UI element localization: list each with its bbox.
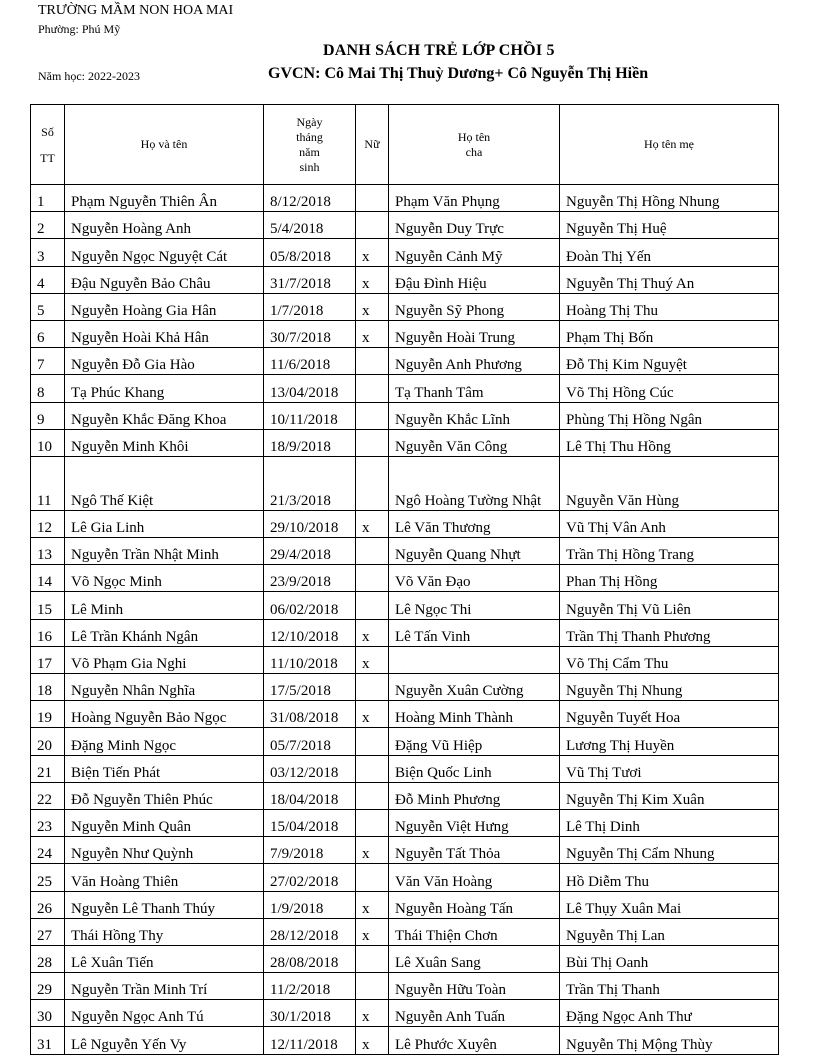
cell-mother: Hoàng Thị Thu — [560, 293, 779, 320]
cell-name: Nguyễn Hoàng Anh — [65, 212, 264, 239]
cell-name: Nguyễn Như Quỳnh — [65, 837, 264, 864]
cell-father: Nguyễn Anh Phương — [389, 348, 560, 375]
cell-name: Nguyễn Khắc Đăng Khoa — [65, 402, 264, 429]
col-header-stt-line2: TT — [40, 150, 55, 165]
table-row — [31, 320, 779, 347]
cell-dob: 03/12/2018 — [264, 755, 356, 782]
cell-name: Nguyễn Nhân Nghĩa — [65, 674, 264, 701]
cell-stt: 7 — [31, 348, 65, 375]
cell-father: Nguyễn Việt Hưng — [389, 809, 560, 836]
cell-mother: Phạm Thị Bốn — [560, 320, 779, 347]
cell-name: Hoàng Nguyễn Bảo Ngọc — [65, 701, 264, 728]
cell-father — [389, 646, 560, 673]
table-row — [31, 674, 779, 701]
cell-father: Lê Xuân Sang — [389, 945, 560, 972]
cell-mother: Bùi Thị Oanh — [560, 945, 779, 972]
cell-mother: Lương Thị Huyền — [560, 728, 779, 755]
table-row — [31, 375, 779, 402]
cell-stt: 22 — [31, 782, 65, 809]
cell-name: Nguyễn Hoàng Gia Hân — [65, 293, 264, 320]
cell-female: x — [356, 1027, 389, 1054]
cell-female — [356, 565, 389, 592]
cell-stt: 30 — [31, 1000, 65, 1027]
cell-name: Nguyễn Minh Quân — [65, 809, 264, 836]
cell-female — [356, 755, 389, 782]
cell-mother: Vũ Thị Vân Anh — [560, 510, 779, 537]
cell-female — [356, 212, 389, 239]
cell-dob: 5/4/2018 — [264, 212, 356, 239]
cell-name: Lê Gia Linh — [65, 510, 264, 537]
cell-mother: Nguyễn Văn Hùng — [560, 456, 779, 510]
cell-name: Nguyễn Đỗ Gia Hào — [65, 348, 264, 375]
ward-name: Phường: Phú Mỹ — [38, 22, 121, 36]
table-row — [31, 918, 779, 945]
cell-father: Nguyễn Hoài Trung — [389, 320, 560, 347]
page-title: DANH SÁCH TRẺ LỚP CHỒI 5 — [323, 42, 555, 59]
cell-mother: Võ Thị Cẩm Thu — [560, 646, 779, 673]
school-year: Năm học: 2022-2023 — [38, 69, 140, 83]
cell-mother: Trần Thị Thanh Phương — [560, 619, 779, 646]
cell-stt: 23 — [31, 809, 65, 836]
table-row — [31, 619, 779, 646]
cell-dob: 21/3/2018 — [264, 456, 356, 510]
cell-stt: 18 — [31, 674, 65, 701]
cell-name: Võ Ngọc Minh — [65, 565, 264, 592]
cell-mother: Trần Thị Hồng Trang — [560, 538, 779, 565]
col-header-dob — [264, 105, 356, 185]
col-header-dob-line1: Ngày — [296, 114, 323, 129]
table-row — [31, 293, 779, 320]
cell-father: Hoàng Minh Thành — [389, 701, 560, 728]
cell-stt: 12 — [31, 510, 65, 537]
cell-father: Đặng Vũ Hiệp — [389, 728, 560, 755]
table-row — [31, 592, 779, 619]
cell-father: Nguyễn Anh Tuấn — [389, 1000, 560, 1027]
table-row — [31, 837, 779, 864]
table-row — [31, 646, 779, 673]
cell-name: Nguyễn Trần Nhật Minh — [65, 538, 264, 565]
cell-stt: 1 — [31, 185, 65, 212]
cell-father: Lê Văn Thương — [389, 510, 560, 537]
cell-name: Ngô Thế Kiệt — [65, 456, 264, 510]
cell-father: Lê Phước Xuyên — [389, 1027, 560, 1054]
col-header-father-line1: Họ tên — [457, 129, 491, 144]
cell-female: x — [356, 293, 389, 320]
table-row — [31, 809, 779, 836]
cell-father: Nguyễn Quang Nhựt — [389, 538, 560, 565]
table-row — [31, 782, 779, 809]
cell-name: Thái Hồng Thy — [65, 918, 264, 945]
cell-dob: 11/2/2018 — [264, 973, 356, 1000]
cell-stt: 27 — [31, 918, 65, 945]
cell-stt: 16 — [31, 619, 65, 646]
cell-female: x — [356, 918, 389, 945]
cell-father: Văn Văn Hoàng — [389, 864, 560, 891]
cell-dob: 11/6/2018 — [264, 348, 356, 375]
cell-name: Tạ Phúc Khang — [65, 375, 264, 402]
col-header-dob-line4: sinh — [299, 159, 320, 174]
table-row — [31, 565, 779, 592]
cell-father: Nguyễn Hoàng Tấn — [389, 891, 560, 918]
cell-female: x — [356, 701, 389, 728]
cell-mother: Nguyễn Thị Thuý An — [560, 266, 779, 293]
cell-mother: Nguyễn Thị Nhung — [560, 674, 779, 701]
cell-dob: 17/5/2018 — [264, 674, 356, 701]
cell-father: Tạ Thanh Tâm — [389, 375, 560, 402]
cell-stt: 10 — [31, 429, 65, 456]
cell-name: Lê Minh — [65, 592, 264, 619]
cell-stt: 4 — [31, 266, 65, 293]
cell-stt: 29 — [31, 973, 65, 1000]
cell-female: x — [356, 320, 389, 347]
cell-father: Nguyễn Duy Trực — [389, 212, 560, 239]
cell-father: Võ Văn Đạo — [389, 565, 560, 592]
cell-name: Lê Trần Khánh Ngân — [65, 619, 264, 646]
cell-father: Nguyễn Khắc Lĩnh — [389, 402, 560, 429]
cell-dob: 12/10/2018 — [264, 619, 356, 646]
cell-female: x — [356, 646, 389, 673]
cell-mother: Lê Thị Dinh — [560, 809, 779, 836]
cell-female — [356, 538, 389, 565]
cell-father: Thái Thiện Chơn — [389, 918, 560, 945]
cell-dob: 1/9/2018 — [264, 891, 356, 918]
cell-stt: 19 — [31, 701, 65, 728]
cell-stt: 9 — [31, 402, 65, 429]
cell-female: x — [356, 239, 389, 266]
cell-name: Văn Hoàng Thiên — [65, 864, 264, 891]
table-row — [31, 266, 779, 293]
cell-mother: Nguyễn Thị Cẩm Nhung — [560, 837, 779, 864]
cell-dob: 31/7/2018 — [264, 266, 356, 293]
cell-dob: 31/08/2018 — [264, 701, 356, 728]
cell-mother: Nguyễn Thị Hồng Nhung — [560, 185, 779, 212]
cell-father: Đậu Đình Hiệu — [389, 266, 560, 293]
cell-mother: Nguyễn Thị Lan — [560, 918, 779, 945]
cell-mother: Nguyễn Tuyết Hoa — [560, 701, 779, 728]
cell-father — [389, 456, 560, 510]
cell-stt: 26 — [31, 891, 65, 918]
student-table — [30, 104, 779, 1055]
cell-stt: 15 — [31, 592, 65, 619]
cell-female — [356, 456, 389, 510]
cell-stt: 20 — [31, 728, 65, 755]
cell-dob: 1/7/2018 — [264, 293, 356, 320]
cell-female: x — [356, 837, 389, 864]
cell-dob: 30/1/2018 — [264, 1000, 356, 1027]
cell-female — [356, 973, 389, 1000]
cell-female: x — [356, 891, 389, 918]
cell-female — [356, 592, 389, 619]
col-header-father — [389, 105, 560, 185]
cell-name: Biện Tiến Phát — [65, 755, 264, 782]
cell-name: Lê Xuân Tiến — [65, 945, 264, 972]
cell-mother: Đỗ Thị Kim Nguyệt — [560, 348, 779, 375]
table-row — [31, 973, 779, 1000]
cell-name: Đặng Minh Ngọc — [65, 728, 264, 755]
cell-dob: 10/11/2018 — [264, 402, 356, 429]
cell-stt: 2 — [31, 212, 65, 239]
cell-stt: 31 — [31, 1027, 65, 1054]
cell-father: Biện Quốc Linh — [389, 755, 560, 782]
table-header-row — [31, 105, 779, 185]
col-header-name: Họ và tên — [65, 105, 264, 185]
cell-female — [356, 728, 389, 755]
cell-female: x — [356, 266, 389, 293]
cell-name: Nguyễn Hoài Khả Hân — [65, 320, 264, 347]
cell-dob: 27/02/2018 — [264, 864, 356, 891]
school-name: TRƯỜNG MẦM NON HOA MAI — [38, 3, 234, 18]
cell-dob: 28/08/2018 — [264, 945, 356, 972]
cell-father: Phạm Văn Phụng — [389, 185, 560, 212]
table-row — [31, 510, 779, 537]
cell-father: Nguyễn Cảnh Mỹ — [389, 239, 560, 266]
cell-dob: 11/10/2018 — [264, 646, 356, 673]
cell-name: Nguyễn Ngọc Nguyệt Cát — [65, 239, 264, 266]
cell-dob: 15/04/2018 — [264, 809, 356, 836]
table-row — [31, 755, 779, 782]
table-row — [31, 348, 779, 375]
cell-stt: 25 — [31, 864, 65, 891]
cell-stt: 13 — [31, 538, 65, 565]
cell-father: Lê Ngọc Thi — [389, 592, 560, 619]
table-row — [31, 728, 779, 755]
cell-mother: Nguyễn Thị Huệ — [560, 212, 779, 239]
table-row — [31, 945, 779, 972]
col-header-dob-line3: năm — [299, 144, 320, 159]
cell-female — [356, 864, 389, 891]
homeroom-teachers: GVCN: Cô Mai Thị Thuỳ Dương+ Cô Nguyễn Thị Hiền — [268, 65, 649, 82]
cell-stt: 5 — [31, 293, 65, 320]
col-header-female: Nữ — [356, 105, 389, 185]
cell-name: Nguyễn Minh Khôi — [65, 429, 264, 456]
cell-stt: 28 — [31, 945, 65, 972]
cell-female — [356, 782, 389, 809]
cell-mother: Phan Thị Hồng — [560, 565, 779, 592]
cell-female — [356, 674, 389, 701]
table-row — [31, 1027, 779, 1054]
cell-father-text: Ngô Hoàng Tường Nhật — [395, 492, 542, 509]
cell-name: Phạm Nguyễn Thiên Ân — [65, 185, 264, 212]
table-body — [31, 185, 779, 1055]
table-row — [31, 456, 779, 510]
cell-name: Nguyễn Trần Minh Trí — [65, 973, 264, 1000]
cell-name: Nguyễn Lê Thanh Thúy — [65, 891, 264, 918]
cell-stt: 17 — [31, 646, 65, 673]
cell-dob: 12/11/2018 — [264, 1027, 356, 1054]
col-header-dob-line2: tháng — [296, 129, 323, 144]
cell-father: Nguyễn Xuân Cường — [389, 674, 560, 701]
cell-dob: 18/9/2018 — [264, 429, 356, 456]
cell-mother: Đoàn Thị Yến — [560, 239, 779, 266]
cell-dob: 8/12/2018 — [264, 185, 356, 212]
col-header-stt-line1: Số — [41, 124, 54, 139]
cell-mother: Lê Thụy Xuân Mai — [560, 891, 779, 918]
cell-mother: Võ Thị Hồng Cúc — [560, 375, 779, 402]
table-row — [31, 185, 779, 212]
cell-dob: 7/9/2018 — [264, 837, 356, 864]
cell-mother: Lê Thị Thu Hồng — [560, 429, 779, 456]
cell-female — [356, 945, 389, 972]
cell-name: Võ Phạm Gia Nghi — [65, 646, 264, 673]
table-row — [31, 864, 779, 891]
cell-mother: Hồ Diễm Thu — [560, 864, 779, 891]
cell-female — [356, 809, 389, 836]
cell-dob: 05/8/2018 — [264, 239, 356, 266]
cell-father: Đỗ Minh Phương — [389, 782, 560, 809]
cell-dob: 05/7/2018 — [264, 728, 356, 755]
cell-dob: 30/7/2018 — [264, 320, 356, 347]
cell-dob: 13/04/2018 — [264, 375, 356, 402]
cell-dob: 23/9/2018 — [264, 565, 356, 592]
cell-female — [356, 402, 389, 429]
cell-dob: 06/02/2018 — [264, 592, 356, 619]
cell-stt: 21 — [31, 755, 65, 782]
table-row — [31, 1000, 779, 1027]
table-row — [31, 891, 779, 918]
cell-name: Đậu Nguyễn Bảo Châu — [65, 266, 264, 293]
table-row — [31, 239, 779, 266]
cell-female — [356, 185, 389, 212]
cell-dob: 18/04/2018 — [264, 782, 356, 809]
cell-father: Lê Tấn Vinh — [389, 619, 560, 646]
cell-female: x — [356, 1000, 389, 1027]
cell-dob: 29/4/2018 — [264, 538, 356, 565]
col-header-father-line2: cha — [465, 144, 483, 159]
cell-female: x — [356, 510, 389, 537]
cell-name: Lê Nguyễn Yến Vy — [65, 1027, 264, 1054]
table-row — [31, 429, 779, 456]
col-header-stt — [31, 105, 65, 185]
cell-father: Nguyễn Hữu Toàn — [389, 973, 560, 1000]
table-row — [31, 402, 779, 429]
cell-female: x — [356, 619, 389, 646]
cell-father: Nguyễn Văn Công — [389, 429, 560, 456]
cell-father: Nguyễn Tất Thỏa — [389, 837, 560, 864]
cell-stt: 11 — [31, 456, 65, 510]
cell-female — [356, 348, 389, 375]
cell-mother: Nguyễn Thị Vũ Liên — [560, 592, 779, 619]
cell-mother: Trần Thị Thanh — [560, 973, 779, 1000]
cell-mother: Đặng Ngọc Anh Thư — [560, 1000, 779, 1027]
cell-father: Nguyễn Sỹ Phong — [389, 293, 560, 320]
cell-name: Nguyễn Ngọc Anh Tú — [65, 1000, 264, 1027]
cell-stt: 8 — [31, 375, 65, 402]
table-row — [31, 538, 779, 565]
cell-female — [356, 429, 389, 456]
cell-stt: 14 — [31, 565, 65, 592]
cell-mother: Vũ Thị Tươi — [560, 755, 779, 782]
col-header-mother: Họ tên mẹ — [560, 105, 779, 185]
cell-mother: Phùng Thị Hồng Ngân — [560, 402, 779, 429]
cell-name: Đỗ Nguyễn Thiên Phúc — [65, 782, 264, 809]
cell-mother: Nguyễn Thị Kim Xuân — [560, 782, 779, 809]
cell-stt: 3 — [31, 239, 65, 266]
cell-mother: Nguyễn Thị Mộng Thùy — [560, 1027, 779, 1054]
cell-stt: 24 — [31, 837, 65, 864]
cell-stt: 6 — [31, 320, 65, 347]
table-row — [31, 212, 779, 239]
table-row — [31, 701, 779, 728]
cell-female — [356, 375, 389, 402]
cell-dob: 28/12/2018 — [264, 918, 356, 945]
cell-dob: 29/10/2018 — [264, 510, 356, 537]
